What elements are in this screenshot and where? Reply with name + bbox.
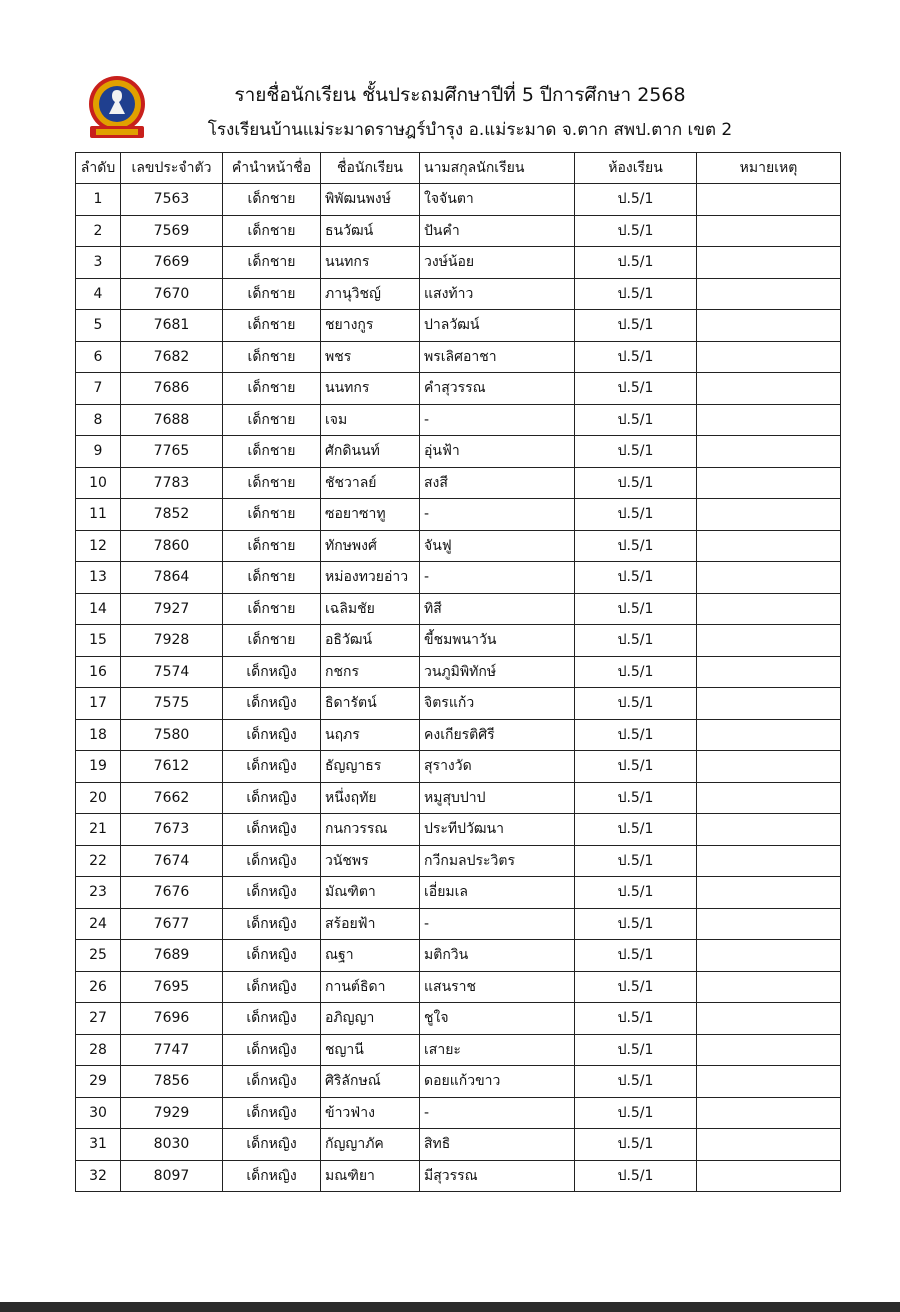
document-title: รายชื่อนักเรียน ชั้นประถมศึกษาปีที่ 5 ปีการศึกษา 2568 (234, 84, 686, 106)
table-row (76, 625, 841, 657)
first-name-cell: หม่องทวยอ่าว (321, 562, 420, 594)
classroom-cell: ป.5/1 (575, 562, 697, 594)
first-name-cell: วนัชพร (321, 845, 420, 877)
first-name-cell: สร้อยฟ้า (321, 908, 420, 940)
first-name-cell: กชกร (321, 656, 420, 688)
school-name: โรงเรียนบ้านแม่ระมาดราษฎร์บำรุง อ.แม่ระมาด จ.ตาก สพป.ตาก เขต 2 (207, 120, 733, 140)
classroom-cell: ป.5/1 (575, 656, 697, 688)
remark-cell (697, 247, 841, 279)
student-id-cell: 7676 (121, 877, 223, 909)
first-name-cell: กัญญาภัค (321, 1129, 420, 1161)
row-number-cell: 10 (76, 467, 121, 499)
table-row (76, 562, 841, 594)
bottom-bar (0, 1302, 900, 1312)
classroom-cell: ป.5/1 (575, 782, 697, 814)
first-name-cell: ศิริลักษณ์ (321, 1066, 420, 1098)
classroom-cell: ป.5/1 (575, 625, 697, 657)
table-row (76, 1034, 841, 1066)
first-name-cell: ข้าวฟ่าง (321, 1097, 420, 1129)
prefix-cell: เด็กหญิง (223, 940, 321, 972)
classroom-cell: ป.5/1 (575, 1097, 697, 1129)
prefix-cell: เด็กหญิง (223, 1160, 321, 1192)
row-number-cell: 13 (76, 562, 121, 594)
first-name-cell: ชญานี (321, 1034, 420, 1066)
prefix-cell: เด็กหญิง (223, 845, 321, 877)
remark-cell (697, 688, 841, 720)
classroom-cell: ป.5/1 (575, 247, 697, 279)
row-number-cell: 14 (76, 593, 121, 625)
student-table (75, 152, 841, 1192)
table-row (76, 404, 841, 436)
remark-cell (697, 1003, 841, 1035)
table-row (76, 530, 841, 562)
student-id-cell: 7689 (121, 940, 223, 972)
classroom-cell: ป.5/1 (575, 719, 697, 751)
classroom-cell: ป.5/1 (575, 499, 697, 531)
last-name-cell: หมูสุบปาป (420, 782, 575, 814)
row-number-cell: 9 (76, 436, 121, 468)
table-row (76, 467, 841, 499)
row-number-cell: 20 (76, 782, 121, 814)
remark-cell (697, 814, 841, 846)
last-name-cell: แสงท้าว (420, 278, 575, 310)
header-prefix: คำนำหน้าชื่อ (223, 153, 321, 184)
first-name-cell: ณฐา (321, 940, 420, 972)
student-id-cell: 7856 (121, 1066, 223, 1098)
remark-cell (697, 562, 841, 594)
last-name-cell: ขี้ชมพนาวัน (420, 625, 575, 657)
first-name-cell: นนทกร (321, 247, 420, 279)
remark-cell (697, 593, 841, 625)
last-name-cell: พรเลิศอาชา (420, 341, 575, 373)
prefix-cell: เด็กชาย (223, 215, 321, 247)
prefix-cell: เด็กชาย (223, 341, 321, 373)
row-number-cell: 8 (76, 404, 121, 436)
prefix-cell: เด็กหญิง (223, 1129, 321, 1161)
remark-cell (697, 1097, 841, 1129)
prefix-cell: เด็กชาย (223, 530, 321, 562)
header-remark: หมายเหตุ (697, 153, 841, 184)
student-id-cell: 7669 (121, 247, 223, 279)
classroom-cell: ป.5/1 (575, 593, 697, 625)
prefix-cell: เด็กชาย (223, 562, 321, 594)
student-id-cell: 7765 (121, 436, 223, 468)
school-logo (82, 74, 152, 140)
row-number-cell: 30 (76, 1097, 121, 1129)
classroom-cell: ป.5/1 (575, 688, 697, 720)
prefix-cell: เด็กหญิง (223, 751, 321, 783)
header-first-name: ชื่อนักเรียน (321, 153, 420, 184)
classroom-cell: ป.5/1 (575, 1066, 697, 1098)
remark-cell (697, 625, 841, 657)
prefix-cell: เด็กหญิง (223, 1003, 321, 1035)
table-row (76, 341, 841, 373)
prefix-cell: เด็กหญิง (223, 1066, 321, 1098)
table-row (76, 215, 841, 247)
prefix-cell: เด็กหญิง (223, 688, 321, 720)
last-name-cell: จันฟู (420, 530, 575, 562)
row-number-cell: 31 (76, 1129, 121, 1161)
remark-cell (697, 908, 841, 940)
table-row (76, 184, 841, 216)
student-id-cell: 7569 (121, 215, 223, 247)
last-name-cell: - (420, 1097, 575, 1129)
student-id-cell: 8030 (121, 1129, 223, 1161)
table-row (76, 908, 841, 940)
table-row (76, 436, 841, 468)
first-name-cell: ภานุวิชญ์ (321, 278, 420, 310)
student-id-cell: 7682 (121, 341, 223, 373)
table-row (76, 1066, 841, 1098)
header-no: ลำดับ (76, 153, 121, 184)
classroom-cell: ป.5/1 (575, 908, 697, 940)
last-name-cell: - (420, 404, 575, 436)
prefix-cell: เด็กชาย (223, 436, 321, 468)
remark-cell (697, 310, 841, 342)
classroom-cell: ป.5/1 (575, 1034, 697, 1066)
row-number-cell: 12 (76, 530, 121, 562)
row-number-cell: 11 (76, 499, 121, 531)
remark-cell (697, 215, 841, 247)
row-number-cell: 29 (76, 1066, 121, 1098)
student-id-cell: 7575 (121, 688, 223, 720)
last-name-cell: อุ่นฟ้า (420, 436, 575, 468)
remark-cell (697, 656, 841, 688)
prefix-cell: เด็กชาย (223, 625, 321, 657)
classroom-cell: ป.5/1 (575, 373, 697, 405)
first-name-cell: นนทกร (321, 373, 420, 405)
remark-cell (697, 341, 841, 373)
remark-cell (697, 751, 841, 783)
remark-cell (697, 404, 841, 436)
classroom-cell: ป.5/1 (575, 877, 697, 909)
last-name-cell: เสายะ (420, 1034, 575, 1066)
last-name-cell: เอี่ยมเล (420, 877, 575, 909)
remark-cell (697, 719, 841, 751)
last-name-cell: ทิสี (420, 593, 575, 625)
header-last-name: นามสกุลนักเรียน (420, 153, 575, 184)
prefix-cell: เด็กหญิง (223, 782, 321, 814)
student-id-cell: 7677 (121, 908, 223, 940)
last-name-cell: คำสุวรรณ (420, 373, 575, 405)
remark-cell (697, 436, 841, 468)
prefix-cell: เด็กชาย (223, 467, 321, 499)
remark-cell (697, 467, 841, 499)
first-name-cell: เจม (321, 404, 420, 436)
row-number-cell: 19 (76, 751, 121, 783)
table-row (76, 940, 841, 972)
row-number-cell: 28 (76, 1034, 121, 1066)
classroom-cell: ป.5/1 (575, 310, 697, 342)
prefix-cell: เด็กชาย (223, 184, 321, 216)
table-row (76, 877, 841, 909)
classroom-cell: ป.5/1 (575, 215, 697, 247)
student-id-cell: 7929 (121, 1097, 223, 1129)
row-number-cell: 32 (76, 1160, 121, 1192)
student-id-cell: 7860 (121, 530, 223, 562)
remark-cell (697, 971, 841, 1003)
table-row (76, 593, 841, 625)
first-name-cell: ชัชวาลย์ (321, 467, 420, 499)
student-id-cell: 7686 (121, 373, 223, 405)
first-name-cell: ทักษพงศ์ (321, 530, 420, 562)
last-name-cell: สิทธิ (420, 1129, 575, 1161)
last-name-cell: จิตรแก้ว (420, 688, 575, 720)
remark-cell (697, 278, 841, 310)
student-id-cell: 7681 (121, 310, 223, 342)
first-name-cell: เฉลิมชัย (321, 593, 420, 625)
remark-cell (697, 499, 841, 531)
student-id-cell: 7673 (121, 814, 223, 846)
table-row (76, 1003, 841, 1035)
student-id-cell: 7783 (121, 467, 223, 499)
prefix-cell: เด็กหญิง (223, 719, 321, 751)
classroom-cell: ป.5/1 (575, 1003, 697, 1035)
last-name-cell: ประทีปวัฒนา (420, 814, 575, 846)
first-name-cell: หนึ่งฤทัย (321, 782, 420, 814)
prefix-cell: เด็กชาย (223, 593, 321, 625)
classroom-cell: ป.5/1 (575, 845, 697, 877)
last-name-cell: กวีกมลประวิตร (420, 845, 575, 877)
first-name-cell: ธิดารัตน์ (321, 688, 420, 720)
remark-cell (697, 1160, 841, 1192)
first-name-cell: มัณฑิตา (321, 877, 420, 909)
student-id-cell: 7928 (121, 625, 223, 657)
classroom-cell: ป.5/1 (575, 971, 697, 1003)
student-id-cell: 7662 (121, 782, 223, 814)
first-name-cell: กนกวรรณ (321, 814, 420, 846)
table-row (76, 719, 841, 751)
row-number-cell: 24 (76, 908, 121, 940)
table-row (76, 373, 841, 405)
prefix-cell: เด็กชาย (223, 278, 321, 310)
student-id-cell: 7580 (121, 719, 223, 751)
remark-cell (697, 940, 841, 972)
classroom-cell: ป.5/1 (575, 467, 697, 499)
row-number-cell: 7 (76, 373, 121, 405)
prefix-cell: เด็กชาย (223, 310, 321, 342)
last-name-cell: ปันคำ (420, 215, 575, 247)
row-number-cell: 22 (76, 845, 121, 877)
last-name-cell: คงเกียรติศิรี (420, 719, 575, 751)
table-row (76, 310, 841, 342)
prefix-cell: เด็กหญิง (223, 814, 321, 846)
student-id-cell: 7747 (121, 1034, 223, 1066)
prefix-cell: เด็กหญิง (223, 1097, 321, 1129)
remark-cell (697, 184, 841, 216)
first-name-cell: อภิญญา (321, 1003, 420, 1035)
remark-cell (697, 782, 841, 814)
remark-cell (697, 1129, 841, 1161)
prefix-cell: เด็กชาย (223, 247, 321, 279)
table-header-row (76, 153, 841, 184)
classroom-cell: ป.5/1 (575, 1160, 697, 1192)
student-id-cell: 7612 (121, 751, 223, 783)
student-id-cell: 7574 (121, 656, 223, 688)
first-name-cell: พิพัฒนพงษ์ (321, 184, 420, 216)
row-number-cell: 4 (76, 278, 121, 310)
classroom-cell: ป.5/1 (575, 530, 697, 562)
table-row (76, 782, 841, 814)
student-id-cell: 7695 (121, 971, 223, 1003)
header-student-id: เลขประจำตัว (121, 153, 223, 184)
prefix-cell: เด็กหญิง (223, 656, 321, 688)
student-id-cell: 8097 (121, 1160, 223, 1192)
last-name-cell: ดอยแก้วขาว (420, 1066, 575, 1098)
last-name-cell: ปาลวัฒน์ (420, 310, 575, 342)
student-id-cell: 7696 (121, 1003, 223, 1035)
remark-cell (697, 1066, 841, 1098)
last-name-cell: มีสุวรรณ (420, 1160, 575, 1192)
prefix-cell: เด็กหญิง (223, 908, 321, 940)
classroom-cell: ป.5/1 (575, 751, 697, 783)
student-id-cell: 7927 (121, 593, 223, 625)
first-name-cell: ซอยาซาทู (321, 499, 420, 531)
classroom-cell: ป.5/1 (575, 1129, 697, 1161)
table-row (76, 971, 841, 1003)
first-name-cell: ศักดินนท์ (321, 436, 420, 468)
last-name-cell: วงษ์น้อย (420, 247, 575, 279)
row-number-cell: 18 (76, 719, 121, 751)
remark-cell (697, 877, 841, 909)
last-name-cell: วนภูมิพิทักษ์ (420, 656, 575, 688)
row-number-cell: 1 (76, 184, 121, 216)
first-name-cell: ชยางกูร (321, 310, 420, 342)
classroom-cell: ป.5/1 (575, 341, 697, 373)
last-name-cell: - (420, 499, 575, 531)
table-row (76, 1160, 841, 1192)
first-name-cell: พชร (321, 341, 420, 373)
row-number-cell: 27 (76, 1003, 121, 1035)
prefix-cell: เด็กหญิง (223, 1034, 321, 1066)
row-number-cell: 16 (76, 656, 121, 688)
remark-cell (697, 373, 841, 405)
row-number-cell: 25 (76, 940, 121, 972)
remark-cell (697, 530, 841, 562)
header-classroom: ห้องเรียน (575, 153, 697, 184)
prefix-cell: เด็กหญิง (223, 971, 321, 1003)
prefix-cell: เด็กชาย (223, 404, 321, 436)
first-name-cell: ธนวัฒน์ (321, 215, 420, 247)
classroom-cell: ป.5/1 (575, 278, 697, 310)
classroom-cell: ป.5/1 (575, 404, 697, 436)
table-row (76, 278, 841, 310)
first-name-cell: อธิวัฒน์ (321, 625, 420, 657)
first-name-cell: นฤภร (321, 719, 420, 751)
classroom-cell: ป.5/1 (575, 814, 697, 846)
row-number-cell: 23 (76, 877, 121, 909)
row-number-cell: 15 (76, 625, 121, 657)
last-name-cell: สงสี (420, 467, 575, 499)
classroom-cell: ป.5/1 (575, 436, 697, 468)
table-row (76, 656, 841, 688)
prefix-cell: เด็กชาย (223, 499, 321, 531)
last-name-cell: สุรางวัด (420, 751, 575, 783)
row-number-cell: 2 (76, 215, 121, 247)
classroom-cell: ป.5/1 (575, 940, 697, 972)
table-row (76, 688, 841, 720)
table-row (76, 751, 841, 783)
last-name-cell: ชูใจ (420, 1003, 575, 1035)
student-id-cell: 7674 (121, 845, 223, 877)
table-row (76, 1097, 841, 1129)
student-id-cell: 7864 (121, 562, 223, 594)
table-row (76, 247, 841, 279)
last-name-cell: มติกวิน (420, 940, 575, 972)
classroom-cell: ป.5/1 (575, 184, 697, 216)
remark-cell (697, 1034, 841, 1066)
table-row (76, 499, 841, 531)
student-id-cell: 7563 (121, 184, 223, 216)
row-number-cell: 3 (76, 247, 121, 279)
prefix-cell: เด็กหญิง (223, 877, 321, 909)
table-row (76, 845, 841, 877)
student-id-cell: 7852 (121, 499, 223, 531)
table-row (76, 814, 841, 846)
first-name-cell: กานต์ธิดา (321, 971, 420, 1003)
row-number-cell: 6 (76, 341, 121, 373)
first-name-cell: ธัญญาธร (321, 751, 420, 783)
first-name-cell: มณฑิยา (321, 1160, 420, 1192)
row-number-cell: 26 (76, 971, 121, 1003)
student-id-cell: 7670 (121, 278, 223, 310)
last-name-cell: ใจจันตา (420, 184, 575, 216)
last-name-cell: - (420, 562, 575, 594)
row-number-cell: 21 (76, 814, 121, 846)
last-name-cell: แสนราช (420, 971, 575, 1003)
row-number-cell: 17 (76, 688, 121, 720)
remark-cell (697, 845, 841, 877)
student-id-cell: 7688 (121, 404, 223, 436)
last-name-cell: - (420, 908, 575, 940)
row-number-cell: 5 (76, 310, 121, 342)
table-row (76, 1129, 841, 1161)
prefix-cell: เด็กชาย (223, 373, 321, 405)
